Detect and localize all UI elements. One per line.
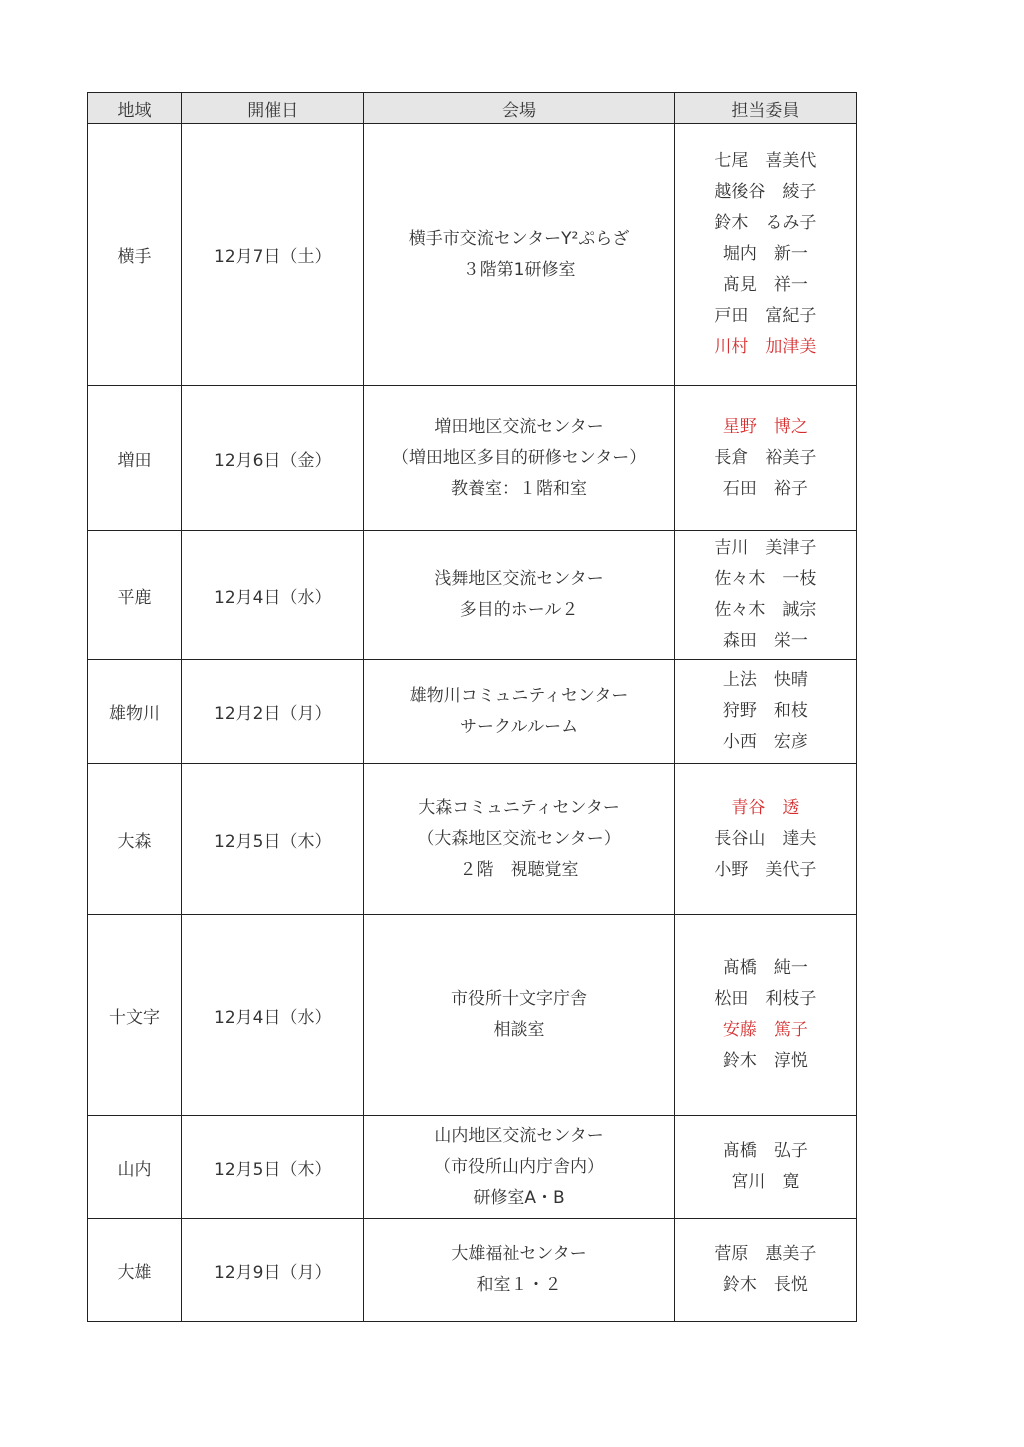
staff-name: 佐々木 誠宗 xyxy=(714,600,817,620)
cell-area: 大森 xyxy=(88,764,182,915)
table-row xyxy=(88,764,857,915)
table-row xyxy=(88,124,857,386)
cell-date: 12月4日（水） xyxy=(182,531,364,660)
staff-list xyxy=(723,1136,808,1198)
staff-name: 石田 裕子 xyxy=(722,478,808,499)
cell-venue xyxy=(364,660,674,764)
staff-list xyxy=(714,953,816,1077)
venue-line: （大森地区交流センター） xyxy=(417,828,621,849)
cell-venue xyxy=(364,124,674,386)
staff-list xyxy=(714,1239,816,1301)
staff-list xyxy=(714,533,816,657)
staff-name: 上法 快晴 xyxy=(722,670,808,690)
staff-name: 小野 美代子 xyxy=(714,859,817,880)
cell-date: 12月5日（木） xyxy=(182,764,364,915)
venue-line: 浅舞地区交流センター xyxy=(434,569,604,589)
table-row xyxy=(88,915,857,1116)
venue-line: 大森コミュニティセンター xyxy=(418,797,620,818)
venue-line: 研修室A・B xyxy=(473,1187,565,1208)
table-row xyxy=(88,386,857,531)
cell-staff xyxy=(674,915,856,1116)
venue-line: ２階 視聴覚室 xyxy=(459,859,579,880)
staff-name: 川村 加津美 xyxy=(714,337,817,357)
cell-staff xyxy=(674,1219,856,1322)
cell-date: 12月7日（土） xyxy=(182,124,364,386)
cell-date: 12月4日（水） xyxy=(182,915,364,1116)
staff-list xyxy=(714,146,816,363)
header-date: 開催日 xyxy=(182,93,364,124)
cell-area: 十文字 xyxy=(88,915,182,1116)
schedule-table xyxy=(87,92,857,1322)
staff-name: 七尾 喜美代 xyxy=(714,151,817,171)
venue-line: （増田地区多目的研修センター） xyxy=(391,447,647,468)
cell-area: 横手 xyxy=(88,124,182,386)
cell-staff xyxy=(674,531,856,660)
venue-line: 市役所十文字庁舎 xyxy=(451,989,588,1009)
cell-date: 12月2日（月） xyxy=(182,660,364,764)
cell-area: 平鹿 xyxy=(88,531,182,660)
cell-venue xyxy=(364,1219,674,1322)
staff-name: 佐々木 一枝 xyxy=(714,569,817,589)
staff-name: 髙橋 純一 xyxy=(722,958,808,978)
staff-name: 鈴木 長悦 xyxy=(722,1275,808,1295)
table-row xyxy=(88,1219,857,1322)
staff-name: 松田 利枝子 xyxy=(714,989,817,1009)
venue-line: 増田地区交流センター xyxy=(434,416,604,437)
venue-line: 雄物川コミュニティセンター xyxy=(409,685,629,706)
header-venue: 会場 xyxy=(364,93,674,124)
venue-line: 山内地区交流センター xyxy=(434,1125,604,1146)
staff-name: 星野 博之 xyxy=(722,416,808,437)
cell-area: 増田 xyxy=(88,386,182,531)
staff-name: 小西 宏彦 xyxy=(722,732,808,752)
cell-staff xyxy=(674,124,856,386)
header-staff: 担当委員 xyxy=(674,93,856,124)
staff-name: 吉川 美津子 xyxy=(714,538,817,558)
staff-name: 堀内 新一 xyxy=(722,244,808,264)
table-body xyxy=(88,124,857,1322)
cell-staff xyxy=(674,1116,856,1219)
staff-list xyxy=(723,665,808,758)
cell-area: 雄物川 xyxy=(88,660,182,764)
cell-venue xyxy=(364,764,674,915)
venue-line: （市役所山内庁舎内） xyxy=(434,1156,605,1177)
venue-line: 和室１・２ xyxy=(476,1275,562,1295)
staff-name: 長谷山 達夫 xyxy=(714,828,817,849)
venue-line: 横手市交流センターY²ぷらざ xyxy=(408,228,630,249)
staff-name: 戸田 富紀子 xyxy=(714,306,817,326)
venue-line: ３階第1研修室 xyxy=(462,259,576,280)
cell-area: 大雄 xyxy=(88,1219,182,1322)
staff-name: 鈴木 淳悦 xyxy=(722,1051,808,1071)
staff-list xyxy=(714,793,816,886)
staff-name: 長倉 裕美子 xyxy=(714,447,817,468)
header-area: 地域 xyxy=(88,93,182,124)
staff-name: 鈴木 るみ子 xyxy=(714,213,817,233)
cell-date: 12月5日（木） xyxy=(182,1116,364,1219)
cell-date: 12月6日（金） xyxy=(182,386,364,531)
staff-name: 越後谷 綾子 xyxy=(714,182,817,202)
cell-staff xyxy=(674,764,856,915)
cell-venue xyxy=(364,531,674,660)
cell-venue xyxy=(364,915,674,1116)
staff-name: 髙橋 弘子 xyxy=(722,1141,808,1161)
staff-name: 菅原 惠美子 xyxy=(714,1244,817,1264)
venue-line: 大雄福祉センター xyxy=(451,1244,587,1264)
cell-venue xyxy=(364,1116,674,1219)
staff-name: 青谷 透 xyxy=(731,797,800,818)
staff-name: 安藤 篤子 xyxy=(722,1020,808,1040)
cell-venue xyxy=(364,386,674,531)
cell-area: 山内 xyxy=(88,1116,182,1219)
staff-name: 髙見 祥一 xyxy=(722,275,808,295)
staff-list xyxy=(714,412,816,505)
header-row xyxy=(88,93,857,124)
staff-name: 狩野 和枝 xyxy=(722,701,808,721)
table-row xyxy=(88,531,857,660)
table-row xyxy=(88,660,857,764)
staff-name: 森田 栄一 xyxy=(722,631,808,651)
cell-date: 12月9日（月） xyxy=(182,1219,364,1322)
table-row xyxy=(88,1116,857,1219)
venue-line: サークルルーム xyxy=(460,716,579,737)
venue-line: 相談室 xyxy=(493,1020,545,1040)
cell-staff xyxy=(674,386,856,531)
venue-line: 多目的ホール２ xyxy=(459,600,579,620)
venue-line: 教養室：１階和室 xyxy=(451,478,588,499)
staff-name: 宮川 寛 xyxy=(731,1172,800,1192)
cell-staff xyxy=(674,660,856,764)
